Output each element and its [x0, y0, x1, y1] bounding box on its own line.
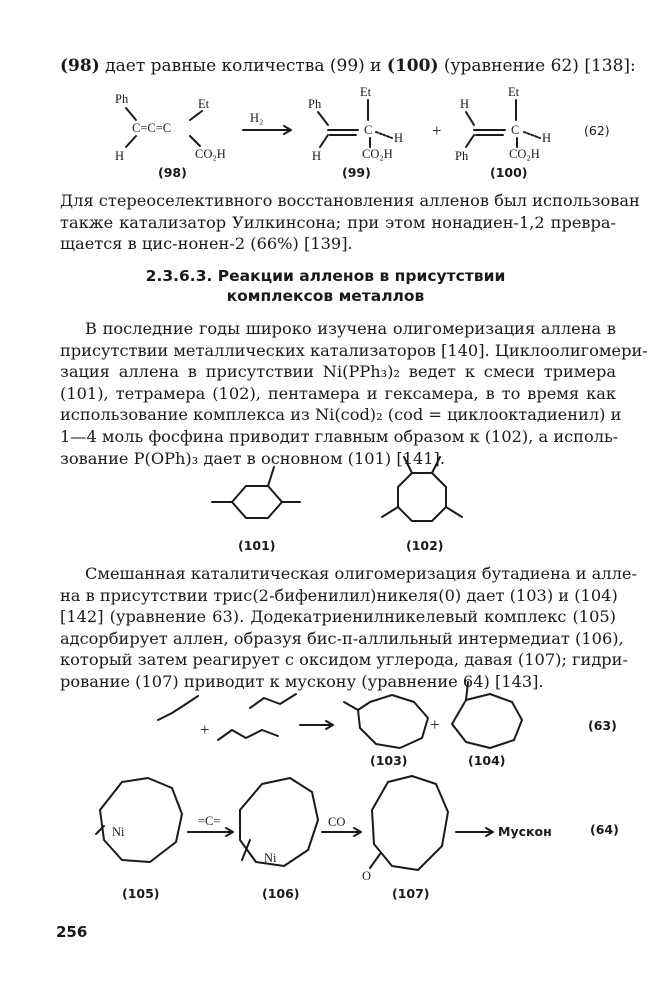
structures-101-102 — [0, 455, 651, 560]
svg-text:+: + — [200, 720, 210, 739]
reaction-scheme-62 — [0, 80, 651, 190]
equation-number-62: (62) — [584, 123, 610, 138]
svg-text:Et: Et — [508, 85, 520, 99]
allene-label: C=C=C — [132, 121, 172, 135]
label-103: (103) — [370, 753, 408, 768]
svg-text:Ph: Ph — [308, 97, 322, 111]
structure-106 — [240, 778, 318, 901]
reagent-h2: H₂ — [250, 111, 264, 125]
reagent-co: CO — [328, 815, 346, 829]
paragraph-butadiene: Смешанная каталитическая олигомеризация бутадиена и алле- на в присутствии трис(2-бифенилил)никеля(0) дает (103) и (104) [142] (уравнение 63). Додекатриенилникелевый комплекс (105) адсорбирует аллен, образуя бис-π-аллильный интермедиат (106), который затем реагирует с оксидом углерода, давая (107); гидри- рование (107) приводит к мускону (уравнение 64) [143]. — [60, 564, 637, 691]
label-106: (106) — [262, 886, 300, 901]
ethyl-label: Et — [198, 97, 210, 111]
svg-text:Et: Et — [360, 85, 372, 99]
label-104: (104) — [468, 753, 506, 768]
svg-text:O: O — [362, 869, 372, 883]
product-muscone: Мускон — [498, 824, 552, 839]
svg-text:+: + — [432, 121, 442, 140]
svg-text:CO₂H: CO₂H — [362, 147, 393, 161]
equation-number-64: (64) — [590, 822, 619, 837]
svg-text:C: C — [511, 123, 520, 137]
paragraph-wilkinson: Для стереоселективного восстановления алленов был использован также катализатор Уилкинсона; при этом нонадиен-1,2 превра- щается в цис-нонен-2 (66%) [139]. — [60, 191, 640, 254]
structure-105 — [96, 778, 182, 901]
page-number: 256 — [56, 923, 88, 941]
structure-104 — [452, 682, 522, 768]
svg-text:H: H — [312, 149, 322, 163]
compound-ref-100: (100) — [386, 56, 439, 76]
reagent-allene: =C= — [198, 814, 221, 828]
equation-number-63: (63) — [588, 718, 617, 733]
intro-line: (98) дает равные количества (99) и (100) (уравнение 62) [138]: — [60, 56, 636, 76]
section-heading-line2: комплексов металлов — [226, 287, 425, 305]
svg-text:Ni: Ni — [264, 851, 277, 865]
structure-107 — [362, 776, 448, 901]
svg-text:Ph: Ph — [455, 149, 469, 163]
svg-text:H: H — [460, 97, 470, 111]
label-107: (107) — [392, 886, 430, 901]
svg-text:CO₂H: CO₂H — [509, 147, 540, 161]
compound-ref-98: (98) — [60, 56, 100, 76]
svg-text:H: H — [115, 149, 125, 163]
label-98: (98) — [158, 165, 187, 180]
reaction-scheme-63 — [0, 680, 651, 770]
svg-text:H: H — [542, 131, 552, 145]
svg-text:Ni: Ni — [112, 825, 125, 839]
structure-102 — [382, 457, 462, 553]
label-105: (105) — [122, 886, 160, 901]
svg-text:+: + — [430, 715, 440, 734]
reaction-scheme-64 — [0, 770, 651, 910]
svg-text:H: H — [394, 131, 404, 145]
phenyl-label: Ph — [115, 92, 129, 106]
section-heading: 2.3.6.3. Реакции алленов в присутствии — [145, 267, 506, 285]
citation: [138]: — [584, 56, 636, 76]
label-100: (100) — [490, 165, 528, 180]
svg-text:C: C — [364, 123, 373, 137]
label-99: (99) — [342, 165, 371, 180]
paragraph-oligomerization: В последние годы широко изучена олигомеризация аллена в присутствии металлических катализаторов [140]. Циклоолигомери- зация аллена в присутствии Ni(PPh₃)₂ ведет к смеси тримера (101), тетрамера (102), пентамера и гексамера, в то время как использование комплекса из Ni(cod)₂ (cod = циклооктадиенил) и 1—4 моль фосфина приводит главным образом к (102), а исполь- зование P(OPh)₃ дает в основном (101) [141]. — [60, 319, 648, 468]
label-102: (102) — [406, 538, 444, 553]
compound-ref-99: (99) — [329, 56, 365, 76]
label-101: (101) — [238, 538, 276, 553]
svg-text:CO₂H: CO₂H — [195, 147, 226, 161]
structure-101 — [212, 467, 300, 553]
structure-103 — [344, 695, 428, 768]
